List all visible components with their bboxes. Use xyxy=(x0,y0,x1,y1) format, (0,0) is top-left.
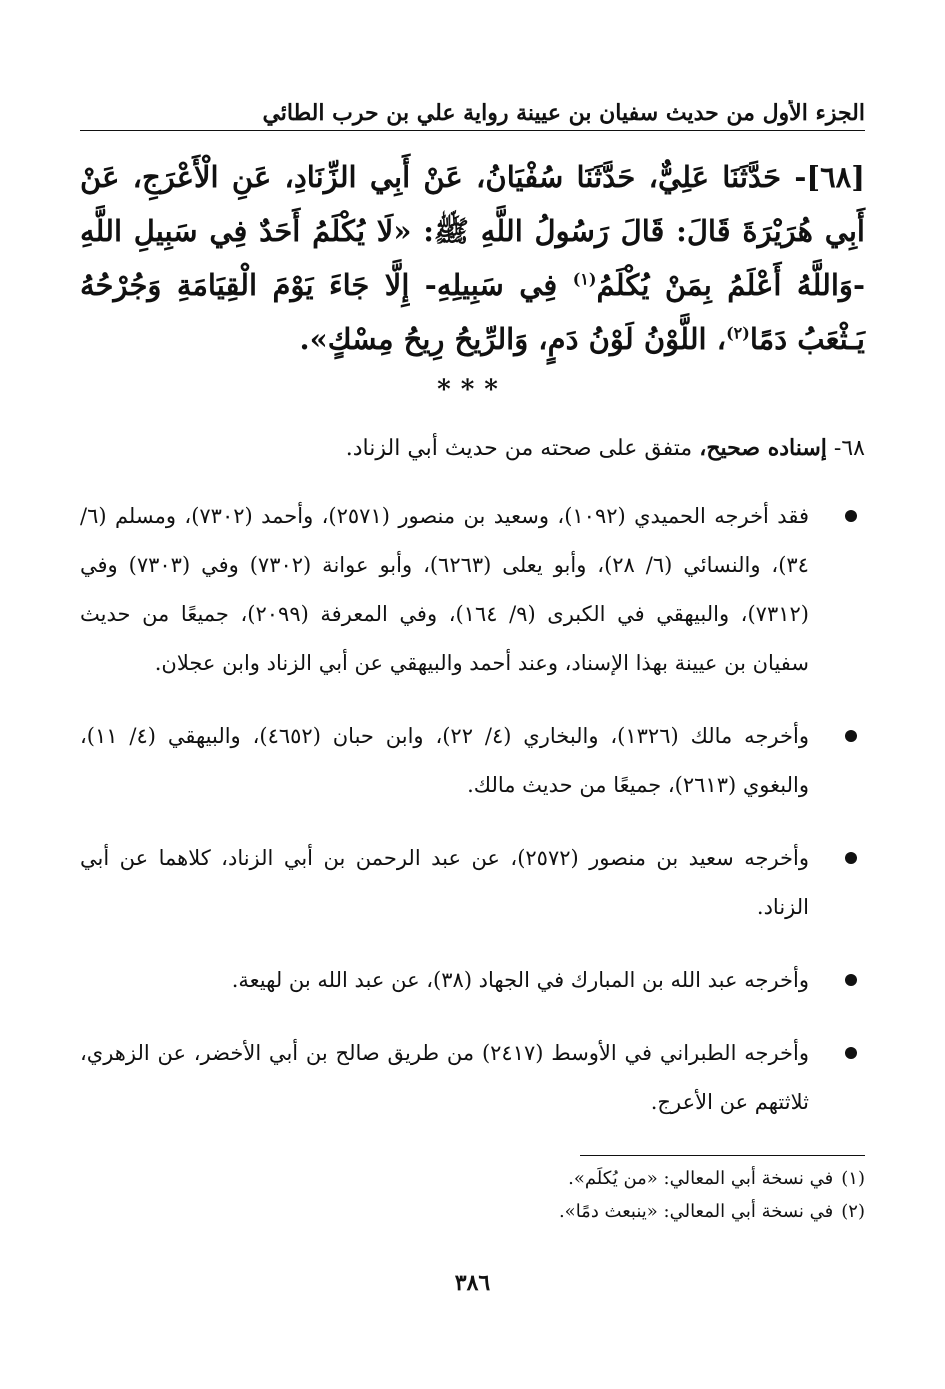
list-item-text: وأخرجه الطبراني في الأوسط (٢٤١٧) من طريق صالح بن أبي الأخضر، عن الزهري، ثلاثتهم عن الأعرج. xyxy=(80,1041,809,1114)
section-separator: *** xyxy=(437,375,508,405)
page-number: ٣٨٦ xyxy=(454,1270,491,1296)
hadith-part-1: [٦٨]- حَدَّثَنَا عَلِيٌّ، حَدَّثَنَا سُفْيَانُ، عَنْ أَبِي الزِّنَادِ، عَنِ الْأَعْرَجِ، عَنْ أَبِي هُرَيْرَةَ قَالَ: قَالَ رَسُولُ اللَّهِ ﷺ: «لَا يُكْلَمُ أَحَدٌ فِي سَبِيلِ اللَّهِ -وَاللَّهُ أَعْلَمُ بِمَنْ يُكْلَمُ xyxy=(80,160,865,302)
takhrij-list xyxy=(80,492,865,1151)
bullet-icon xyxy=(845,730,857,742)
footnote-ref-2[interactable]: (٢) xyxy=(726,323,750,343)
bullet-icon xyxy=(845,1047,857,1059)
list-item-text: فقد أخرجه الحميدي (١٠٩٢)، وسعيد بن منصور (٢٥٧١)، وأحمد (٧٣٠٢)، ومسلم (٦/ ٣٤)، والنسائي (٦/ ٢٨)، وأبو يعلى (٦٢٦٣)، وأبو عوانة (٧٣٠٢) وفي (٧٣٠٣) وفي (٧٣١٢)، والبيهقي في الكبرى (٩/ ١٦٤)، وفي المعرفة (٢٠٩٩)، جميعًا من حديث سفيان بن عيينة بهذا الإسناد، وعند أحمد والبيهقي عن أبي الزناد وابن عجلان. xyxy=(80,504,809,675)
hadith-text xyxy=(80,150,865,366)
footnote-number: (٢) xyxy=(841,1201,865,1222)
footnote-number: (١) xyxy=(841,1168,865,1189)
running-header: الجزء الأول من حديث سفيان بن عيينة رواية علي بن حرب الطائي xyxy=(262,100,865,126)
list-item-text: وأخرجه سعيد بن منصور (٢٥٧٢)، عن عبد الرحمن بن أبي الزناد، كلاهما عن أبي الزناد. xyxy=(80,846,809,919)
header-rule xyxy=(80,130,865,131)
takhrij-summary: متفق على صحته من حديث أبي الزناد. xyxy=(345,436,700,461)
takhrij-grade: إسناده صحيح، xyxy=(699,435,827,461)
takhrij-heading xyxy=(80,430,865,467)
list-item xyxy=(80,834,865,932)
bullet-icon xyxy=(845,852,857,864)
footnotes xyxy=(80,1162,865,1228)
hadith-part-3: ، اللَّوْنُ لَوْنُ دَمٍ، وَالرِّيحُ رِيحُ مِسْكٍ». xyxy=(299,322,727,356)
bullet-icon xyxy=(845,510,857,522)
footnote-text: في نسخة أبي المعالي: «ينبعث دمًا». xyxy=(558,1201,834,1222)
list-item xyxy=(80,956,865,1005)
bullet-icon xyxy=(845,974,857,986)
list-item xyxy=(80,712,865,810)
list-item xyxy=(80,492,865,688)
footnote-text: في نسخة أبي المعالي: «من يُكلَم». xyxy=(568,1168,834,1189)
footnote-1 xyxy=(80,1162,865,1195)
list-item-text: وأخرجه عبد الله بن المبارك في الجهاد (٣٨)، عن عبد الله بن لهيعة. xyxy=(231,968,809,992)
footnote-2 xyxy=(80,1195,865,1228)
footnote-rule xyxy=(580,1155,865,1156)
footnote-ref-1[interactable]: (١) xyxy=(572,269,597,289)
takhrij-number: ٦٨- xyxy=(833,436,865,461)
list-item xyxy=(80,1029,865,1127)
hadith-part-2: فِي سَبِيلِهِ- إِلَّا جَاءَ يَوْمَ الْقِيَامَةِ وَجُرْحُهُ يَـثْعَبُ دَمًا xyxy=(80,268,865,356)
list-item-text: وأخرجه مالك (١٣٢٦)، والبخاري (٤/ ٢٢)، وابن حبان (٤٦٥٢)، والبيهقي (٤/ ١١)، والبغوي (٢٦١٣)، جميعًا من حديث مالك. xyxy=(80,724,809,797)
